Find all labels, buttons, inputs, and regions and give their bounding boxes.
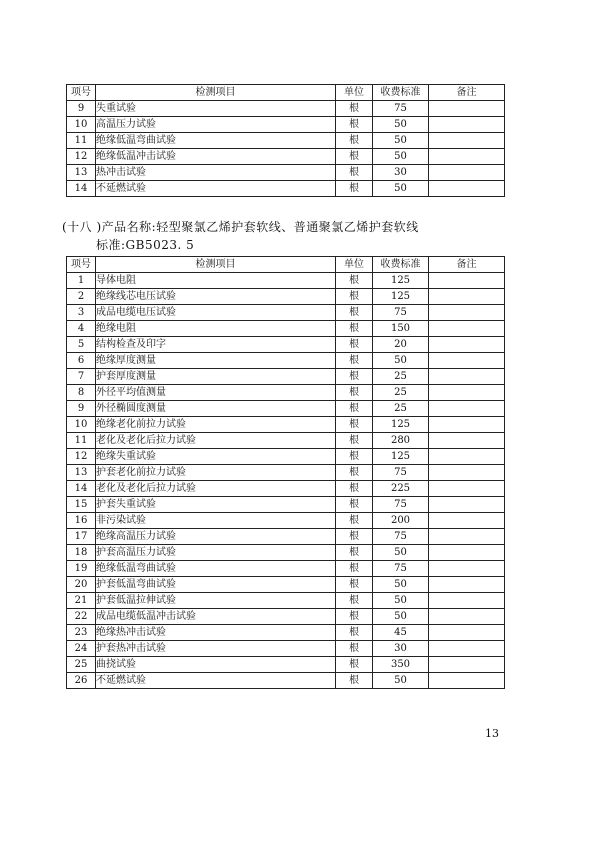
- cell-test-item: 热冲击试验: [96, 165, 336, 181]
- table-row: [67, 609, 505, 625]
- table-row: [67, 305, 505, 321]
- cell-fee: 75: [373, 305, 429, 321]
- cell-fee: 25: [373, 369, 429, 385]
- cell-test-item: 结构检查及印字: [96, 337, 336, 353]
- cell-test-item: 老化及老化后拉力试验: [96, 481, 336, 497]
- cell-fee: 45: [373, 625, 429, 641]
- cell-test-item: 失重试验: [96, 101, 336, 117]
- cell-item-no: 11: [67, 133, 96, 149]
- header-remarks: 备注: [429, 85, 505, 101]
- cell-fee: 50: [373, 593, 429, 609]
- cell-unit: 根: [336, 481, 373, 497]
- header-unit: 单位: [336, 257, 373, 273]
- header-item-no: 项号: [67, 257, 96, 273]
- cell-fee: 50: [373, 673, 429, 689]
- cell-remarks: [429, 289, 505, 305]
- cell-test-item: 绝缘厚度测量: [96, 353, 336, 369]
- cell-remarks: [429, 465, 505, 481]
- cell-remarks: [429, 513, 505, 529]
- cell-item-no: 16: [67, 513, 96, 529]
- cell-unit: 根: [336, 369, 373, 385]
- cell-test-item: 绝缘线芯电压试验: [96, 289, 336, 305]
- cell-remarks: [429, 321, 505, 337]
- table-row: [67, 497, 505, 513]
- cell-item-no: 25: [67, 657, 96, 673]
- cell-item-no: 15: [67, 497, 96, 513]
- cell-test-item: 绝缘低温弯曲试验: [96, 133, 336, 149]
- table-row: [67, 321, 505, 337]
- cell-test-item: 外径椭圆度测量: [96, 401, 336, 417]
- cell-fee: 25: [373, 385, 429, 401]
- cell-item-no: 11: [67, 433, 96, 449]
- table-row: [67, 369, 505, 385]
- cell-unit: 根: [336, 433, 373, 449]
- cell-test-item: 绝缘低温弯曲试验: [96, 561, 336, 577]
- section-heading: (十八 )产品名称:轻型聚氯乙烯护套软线、普通聚氯乙烯护套软线: [62, 220, 419, 234]
- header-fee: 收费标准: [373, 85, 429, 101]
- page-number: 13: [485, 727, 499, 740]
- cell-unit: 根: [336, 117, 373, 133]
- cell-remarks: [429, 165, 505, 181]
- table-row: [67, 133, 505, 149]
- fee-table-continued: [66, 84, 505, 197]
- cell-item-no: 8: [67, 385, 96, 401]
- cell-remarks: [429, 497, 505, 513]
- table-row: [67, 353, 505, 369]
- cell-remarks: [429, 641, 505, 657]
- cell-item-no: 18: [67, 545, 96, 561]
- table-row: [67, 289, 505, 305]
- table-row: [67, 433, 505, 449]
- cell-test-item: 护套低温拉伸试验: [96, 593, 336, 609]
- cell-fee: 125: [373, 273, 429, 289]
- cell-unit: 根: [336, 149, 373, 165]
- cell-fee: 50: [373, 133, 429, 149]
- fee-table-body: [67, 273, 505, 689]
- cell-remarks: [429, 101, 505, 117]
- cell-remarks: [429, 673, 505, 689]
- cell-remarks: [429, 385, 505, 401]
- cell-test-item: 护套失重试验: [96, 497, 336, 513]
- cell-remarks: [429, 657, 505, 673]
- table-row: [67, 577, 505, 593]
- cell-fee: 225: [373, 481, 429, 497]
- cell-item-no: 3: [67, 305, 96, 321]
- cell-fee: 350: [373, 657, 429, 673]
- cell-test-item: 绝缘低温冲击试验: [96, 149, 336, 165]
- cell-fee: 200: [373, 513, 429, 529]
- table-row: [67, 561, 505, 577]
- cell-fee: 75: [373, 529, 429, 545]
- cell-remarks: [429, 337, 505, 353]
- table-row: [67, 529, 505, 545]
- fee-table-section-18: [66, 256, 505, 689]
- cell-item-no: 13: [67, 165, 96, 181]
- cell-remarks: [429, 305, 505, 321]
- cell-item-no: 14: [67, 181, 96, 197]
- table-row: [67, 417, 505, 433]
- cell-test-item: 曲挠试验: [96, 657, 336, 673]
- cell-unit: 根: [336, 353, 373, 369]
- cell-item-no: 6: [67, 353, 96, 369]
- cell-test-item: 不延燃试验: [96, 181, 336, 197]
- cell-test-item: 绝缘老化前拉力试验: [96, 417, 336, 433]
- header-unit: 单位: [336, 85, 373, 101]
- cell-item-no: 7: [67, 369, 96, 385]
- cell-test-item: 不延燃试验: [96, 673, 336, 689]
- cell-test-item: 成品电缆低温冲击试验: [96, 609, 336, 625]
- cell-unit: 根: [336, 337, 373, 353]
- cell-unit: 根: [336, 593, 373, 609]
- cell-fee: 30: [373, 641, 429, 657]
- table-row: [67, 117, 505, 133]
- cell-remarks: [429, 417, 505, 433]
- cell-item-no: 19: [67, 561, 96, 577]
- cell-fee: 50: [373, 577, 429, 593]
- cell-fee: 125: [373, 449, 429, 465]
- table-row: [67, 513, 505, 529]
- cell-test-item: 护套老化前拉力试验: [96, 465, 336, 481]
- cell-fee: 125: [373, 417, 429, 433]
- cell-test-item: 高温压力试验: [96, 117, 336, 133]
- cell-remarks: [429, 401, 505, 417]
- table-row: [67, 657, 505, 673]
- cell-unit: 根: [336, 449, 373, 465]
- cell-remarks: [429, 609, 505, 625]
- cell-remarks: [429, 117, 505, 133]
- section-standard: 标准:GB5023. 5: [96, 238, 195, 252]
- cell-unit: 根: [336, 321, 373, 337]
- cell-item-no: 21: [67, 593, 96, 609]
- cell-item-no: 17: [67, 529, 96, 545]
- table-row: [67, 101, 505, 117]
- table-row: [67, 181, 505, 197]
- cell-fee: 280: [373, 433, 429, 449]
- cell-unit: 根: [336, 133, 373, 149]
- cell-unit: 根: [336, 641, 373, 657]
- cell-fee: 125: [373, 289, 429, 305]
- table-row: [67, 593, 505, 609]
- cell-fee: 50: [373, 149, 429, 165]
- cell-unit: 根: [336, 609, 373, 625]
- table-row: [67, 449, 505, 465]
- cell-fee: 50: [373, 181, 429, 197]
- cell-item-no: 5: [67, 337, 96, 353]
- header-remarks: 备注: [429, 257, 505, 273]
- cell-unit: 根: [336, 465, 373, 481]
- table-row: [67, 337, 505, 353]
- cell-fee: 50: [373, 117, 429, 133]
- cell-remarks: [429, 593, 505, 609]
- cell-fee: 75: [373, 465, 429, 481]
- cell-fee: 75: [373, 101, 429, 117]
- cell-test-item: 护套热冲击试验: [96, 641, 336, 657]
- header-test-item: 检测项目: [96, 257, 336, 273]
- cell-item-no: 20: [67, 577, 96, 593]
- cell-test-item: 护套低温弯曲试验: [96, 577, 336, 593]
- cell-test-item: 绝缘高温压力试验: [96, 529, 336, 545]
- cell-remarks: [429, 353, 505, 369]
- cell-unit: 根: [336, 561, 373, 577]
- cell-remarks: [429, 181, 505, 197]
- cell-test-item: 老化及老化后拉力试验: [96, 433, 336, 449]
- cell-remarks: [429, 433, 505, 449]
- cell-unit: 根: [336, 577, 373, 593]
- cell-test-item: 外径平均值测量: [96, 385, 336, 401]
- cell-unit: 根: [336, 417, 373, 433]
- cell-fee: 75: [373, 561, 429, 577]
- cell-item-no: 14: [67, 481, 96, 497]
- cell-item-no: 23: [67, 625, 96, 641]
- table-row: [67, 545, 505, 561]
- cell-fee: 50: [373, 353, 429, 369]
- cell-fee: 25: [373, 401, 429, 417]
- cell-item-no: 1: [67, 273, 96, 289]
- cell-test-item: 绝缘电阻: [96, 321, 336, 337]
- cell-unit: 根: [336, 673, 373, 689]
- cell-remarks: [429, 369, 505, 385]
- cell-test-item: 绝缘失重试验: [96, 449, 336, 465]
- cell-remarks: [429, 577, 505, 593]
- cell-fee: 50: [373, 545, 429, 561]
- cell-fee: 30: [373, 165, 429, 181]
- cell-test-item: 绝缘热冲击试验: [96, 625, 336, 641]
- cell-test-item: 导体电阻: [96, 273, 336, 289]
- cell-item-no: 4: [67, 321, 96, 337]
- cell-remarks: [429, 273, 505, 289]
- table-row: [67, 401, 505, 417]
- cell-test-item: 非污染试验: [96, 513, 336, 529]
- table-row: [67, 149, 505, 165]
- cell-fee: 50: [373, 609, 429, 625]
- cell-unit: 根: [336, 529, 373, 545]
- table-row: [67, 481, 505, 497]
- cell-item-no: 10: [67, 117, 96, 133]
- cell-item-no: 12: [67, 449, 96, 465]
- table-row: [67, 273, 505, 289]
- cell-item-no: 12: [67, 149, 96, 165]
- cell-item-no: 10: [67, 417, 96, 433]
- cell-unit: 根: [336, 513, 373, 529]
- cell-item-no: 13: [67, 465, 96, 481]
- cell-unit: 根: [336, 401, 373, 417]
- cell-unit: 根: [336, 305, 373, 321]
- table-row: [67, 625, 505, 641]
- cell-remarks: [429, 481, 505, 497]
- cell-remarks: [429, 545, 505, 561]
- table-header-row: [67, 85, 505, 101]
- cell-test-item: 护套厚度测量: [96, 369, 336, 385]
- header-item-no: 项号: [67, 85, 96, 101]
- cell-fee: 75: [373, 497, 429, 513]
- table-row: [67, 673, 505, 689]
- cell-item-no: 2: [67, 289, 96, 305]
- cell-remarks: [429, 561, 505, 577]
- cell-unit: 根: [336, 165, 373, 181]
- header-fee: 收费标准: [373, 257, 429, 273]
- cell-unit: 根: [336, 289, 373, 305]
- table-row: [67, 465, 505, 481]
- table-row: [67, 385, 505, 401]
- cell-remarks: [429, 133, 505, 149]
- cell-item-no: 9: [67, 101, 96, 117]
- cell-unit: 根: [336, 657, 373, 673]
- cell-item-no: 9: [67, 401, 96, 417]
- cell-fee: 150: [373, 321, 429, 337]
- cell-unit: 根: [336, 385, 373, 401]
- cell-item-no: 24: [67, 641, 96, 657]
- table-row: [67, 165, 505, 181]
- table-row: [67, 641, 505, 657]
- table-header-row: [67, 257, 505, 273]
- cell-remarks: [429, 149, 505, 165]
- cell-item-no: 22: [67, 609, 96, 625]
- cell-item-no: 26: [67, 673, 96, 689]
- cell-remarks: [429, 529, 505, 545]
- cell-unit: 根: [336, 101, 373, 117]
- cell-remarks: [429, 625, 505, 641]
- cell-unit: 根: [336, 625, 373, 641]
- cell-unit: 根: [336, 181, 373, 197]
- header-test-item: 检测项目: [96, 85, 336, 101]
- fee-table-body: [67, 101, 505, 197]
- cell-unit: 根: [336, 497, 373, 513]
- cell-remarks: [429, 449, 505, 465]
- cell-unit: 根: [336, 545, 373, 561]
- cell-test-item: 成品电缆电压试验: [96, 305, 336, 321]
- cell-fee: 20: [373, 337, 429, 353]
- cell-unit: 根: [336, 273, 373, 289]
- cell-test-item: 护套高温压力试验: [96, 545, 336, 561]
